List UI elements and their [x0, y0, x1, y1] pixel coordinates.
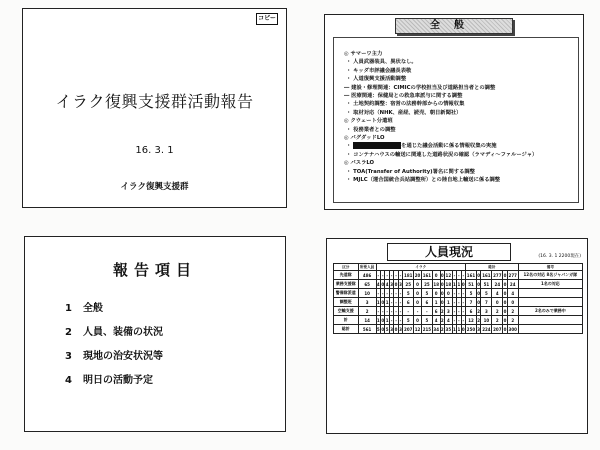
table-cell: - [381, 290, 384, 296]
table-cell: 224 [482, 326, 491, 332]
list-item: ・ コンテナハウスの輸送に関連した道路状況の確認（ラマディ～ファルージャ） [344, 151, 537, 159]
table-cell: 1 [376, 299, 380, 305]
col-header: 所要人員 [359, 264, 375, 269]
table-cell: - [395, 317, 397, 323]
table-cell: 総計 [334, 325, 359, 334]
table-cell: 2 [492, 316, 503, 325]
table-cell: 10 [481, 316, 492, 325]
table-cell: 1 [444, 298, 452, 307]
table-cell: 6 [432, 307, 440, 316]
table-cell: 0 [503, 281, 507, 287]
table-cell: - [377, 272, 380, 278]
agenda-item [65, 323, 163, 347]
table-cell: 5 [385, 326, 389, 332]
table-cell: - [458, 272, 460, 278]
table-cell: 215 [422, 326, 432, 332]
list-item: ・ 人員武器装具、異状なし。 [344, 58, 537, 66]
table-cell: - [395, 299, 397, 305]
table-cell: 1 [376, 317, 380, 323]
table-cell: - [462, 290, 465, 296]
table-cell: 181 [404, 272, 413, 278]
table-cell: 3 [399, 281, 402, 287]
table-row [334, 280, 583, 289]
table-cell: 0 [394, 281, 398, 287]
table-cell [518, 289, 582, 298]
list-item: ・ 役務業者との調整 [344, 126, 537, 134]
report-org: イラク復興支援群 [120, 182, 189, 192]
table-cell: 207 [404, 326, 413, 332]
general-list [344, 50, 537, 185]
table-cell: 7 [466, 298, 477, 307]
table-cell: 計 [334, 316, 359, 325]
list-item: ・ 人道復興支援活動調整 [344, 75, 537, 83]
table-cell: 12名の対応 8名ジャパンガ隊 [518, 271, 582, 280]
table-cell: 3 [390, 281, 394, 287]
item-number: 3 [65, 351, 72, 362]
table-cell: - [395, 308, 397, 314]
section-heading: ◎ クウェート分遣班 [344, 117, 537, 125]
list-item: ・ MJLC（運合国統合兵站調整所）との陸自地上輸送に係る調整 [344, 176, 537, 184]
item-label: 現地の治安状況等 [83, 351, 163, 362]
table-cell: - [453, 290, 456, 296]
table-cell: 10 [358, 289, 376, 298]
table-cell: - [453, 317, 456, 323]
table-cell: 6 [466, 307, 477, 316]
table-cell: 0 [503, 272, 507, 278]
slide-title [22, 8, 287, 208]
table-cell: 0 [503, 290, 507, 296]
table-cell: - [386, 290, 389, 296]
agenda-item [65, 299, 163, 323]
table-cell [518, 298, 582, 307]
copy-stamp-icon: コピー [256, 13, 278, 25]
table-cell: - [390, 272, 393, 278]
table-cell: 0 [461, 326, 465, 332]
section-heading: ◎ サマーワ主力 [344, 50, 537, 58]
table-cell: 業務支援隊 [334, 280, 359, 289]
table-cell: 5 [466, 289, 477, 298]
table-cell: 2 [507, 316, 518, 325]
table-cell: 0 [381, 299, 385, 305]
table-cell: - [458, 299, 460, 305]
table-cell: 207 [493, 326, 502, 332]
col-header: イラク [376, 264, 465, 271]
table-cell: - [414, 307, 422, 316]
table-cell: 34 [433, 326, 439, 332]
table-cell: 2 [492, 307, 503, 316]
table-cell: 0 [414, 280, 422, 289]
list-item: ・ TOA(Transfer of Authority)署名に関する調整 [344, 168, 537, 176]
slide-header: 全般 [395, 18, 513, 34]
section-heading: ◎ バグダッドLO [344, 134, 537, 142]
table-cell: 4 [444, 316, 452, 325]
table-cell: 0 [503, 299, 507, 305]
table-cell: - [403, 307, 414, 316]
table-cell: 1 [457, 326, 461, 332]
table-cell: - [458, 290, 460, 296]
table-cell: 0 [507, 298, 518, 307]
table-row [334, 289, 583, 298]
table-cell: 0 [440, 281, 444, 287]
table-cell: 0 [414, 289, 422, 298]
table-cell: 5 [403, 289, 414, 298]
table-cell: 1名の対応 [518, 280, 582, 289]
table-cell: 0 [503, 317, 507, 323]
table-cell: 4 [492, 289, 503, 298]
table-cell: 1 [385, 317, 389, 323]
slide-agenda [24, 236, 286, 432]
table-cell: - [462, 272, 465, 278]
item-label: 明日の活動予定 [83, 375, 153, 386]
col-header: 総計 [466, 264, 519, 271]
table-cell: 0 [381, 326, 385, 332]
table-cell: 0 [414, 316, 422, 325]
table-cell: 24 [492, 280, 503, 289]
agenda-item [65, 347, 163, 371]
table-cell: 12 [466, 316, 477, 325]
list-item: ― 建設・修理関連：CIMICの学校担当及び道路担当者との調整 [344, 84, 537, 92]
table-cell: - [453, 299, 456, 305]
list-item: ― 医療関連：保健局との救急車派与に関する調整 [344, 92, 537, 100]
table-cell: 6 [403, 298, 414, 307]
personnel-table [333, 263, 583, 334]
table-cell: - [421, 307, 432, 316]
personnel-date: (16. 3. 1 2200現在) [538, 254, 581, 259]
table-cell: 18 [445, 281, 452, 287]
table-cell: 0 [432, 289, 440, 298]
table-cell: 0 [461, 281, 465, 287]
table-cell: 12 [445, 272, 452, 278]
table-row [334, 298, 583, 307]
list-item: ・ 取材対応（NHK、産経、読売、朝日新聞社） [344, 109, 537, 117]
table-cell: 2 [477, 317, 481, 323]
item-number: 2 [65, 327, 72, 338]
table-cell: - [462, 299, 465, 305]
table-cell: 7 [481, 298, 492, 307]
table-cell: 14 [358, 316, 376, 325]
table-cell: - [399, 317, 402, 323]
report-date: 16. 3. 1 [135, 145, 174, 156]
table-cell: 4 [385, 281, 389, 287]
item-label: 人員、装備の状況 [83, 327, 163, 338]
table-cell: - [462, 317, 465, 323]
table-cell: 2 [440, 308, 444, 314]
table-cell: 250 [466, 326, 476, 332]
table-cell: 0 [492, 298, 503, 307]
table-cell: - [386, 308, 389, 314]
table-cell: 20 [414, 272, 421, 278]
table-cell: - [390, 290, 393, 296]
table-cell: - [377, 308, 380, 314]
table-cell: 3 [481, 307, 492, 316]
table-cell: - [395, 290, 397, 296]
table-cell: 24 [507, 280, 518, 289]
table-cell: - [395, 272, 397, 278]
table-cell: 1 [385, 299, 389, 305]
item-number: 4 [65, 375, 72, 386]
table-cell: 0 [477, 272, 481, 278]
table-cell: 警備隊派遣 [334, 289, 359, 298]
table-cell: 0 [440, 290, 444, 296]
report-title: イラク復興支援群活動報告 [55, 92, 254, 111]
table-cell: 0 [381, 281, 385, 287]
table-cell: 2 [358, 307, 376, 316]
table-cell: - [399, 290, 402, 296]
table-cell: 25 [403, 280, 414, 289]
table-row [334, 316, 583, 325]
table-cell: - [458, 308, 460, 314]
table-cell: 0 [440, 299, 444, 305]
table-cell: 0 [432, 271, 440, 280]
table-cell: 6 [421, 298, 432, 307]
table-cell: - [453, 308, 456, 314]
agenda-title: 報告項目 [112, 261, 197, 279]
table-cell: 5 [421, 289, 432, 298]
table-cell: 0 [394, 326, 398, 332]
table-cell: - [399, 299, 402, 305]
table-cell: 3 [358, 298, 376, 307]
table-cell: - [390, 308, 393, 314]
table-cell: 0 [381, 317, 385, 323]
table-cell: 18 [433, 281, 439, 287]
table-row [334, 271, 583, 280]
table-cell: 35 [445, 326, 452, 332]
table-cell: 161 [482, 272, 491, 278]
table-cell: - [377, 290, 380, 296]
table-cell: 0 [477, 281, 481, 287]
table-cell: - [386, 272, 389, 278]
table-cell: 5 [421, 316, 432, 325]
table-cell: 0 [503, 326, 507, 332]
list-item [344, 142, 537, 150]
table-cell: 0 [440, 272, 444, 278]
table-cell: 5 [403, 316, 414, 325]
col-header: 区分 [334, 264, 359, 271]
table-cell: 277 [508, 272, 517, 278]
table-cell: 25 [421, 280, 432, 289]
table-cell: - [462, 308, 465, 314]
table-cell: 0 [503, 308, 507, 314]
table-cell: 2 [477, 308, 481, 314]
table-cell: 0 [444, 289, 452, 298]
table-cell: 65 [358, 280, 376, 289]
table-cell: 1 [457, 281, 461, 287]
table-cell: 1 [453, 326, 456, 332]
table-cell: 先遣隊 [334, 271, 359, 280]
table-cell: 277 [493, 272, 502, 278]
table-cell: - [381, 308, 384, 314]
table-cell: 561 [358, 325, 376, 334]
table-cell: 4 [376, 281, 380, 287]
agenda-list [65, 299, 163, 395]
table-cell: 3 [477, 326, 481, 332]
table-cell: - [399, 308, 402, 314]
item-number: 1 [65, 303, 72, 314]
table-row [334, 307, 583, 316]
item-label: 全般 [83, 303, 103, 314]
slide-general [324, 14, 584, 210]
slide-personnel [326, 238, 588, 434]
table-cell: 調整班 [334, 298, 359, 307]
col-header: 備考 [518, 264, 582, 271]
table-cell: - [381, 272, 384, 278]
list-item: ・ キッダ市評議会議長表敬 [344, 67, 537, 75]
table-cell: 300 [508, 326, 517, 332]
table-cell: 0 [477, 290, 481, 296]
table-cell: - [458, 317, 460, 323]
redaction-block [353, 142, 401, 149]
list-item: ・ 土地契約調整：宿営の法務幹部からの情報収集 [344, 100, 537, 108]
section-heading: ◎ バスラLO [344, 159, 537, 167]
table-cell: 0 [414, 298, 422, 307]
table-cell: 2 [440, 326, 444, 332]
item-text: を通じた議会活動に係る情報収集の実施 [401, 143, 497, 150]
table-cell: 161 [422, 272, 432, 278]
table-cell: 3 [444, 307, 452, 316]
content-box [333, 37, 579, 203]
table-cell: - [453, 272, 456, 278]
table-cell: 1 [432, 298, 440, 307]
table-cell [518, 316, 582, 325]
table-cell: 5 [376, 326, 380, 332]
table-cell: 0 [477, 299, 481, 305]
table-cell: 12 [414, 326, 421, 332]
table-cell: 486 [358, 271, 376, 280]
table-cell: 3 [399, 326, 402, 332]
table-cell: 1 [453, 281, 456, 287]
table-cell: 51 [466, 280, 477, 289]
agenda-item [65, 371, 163, 395]
table-cell: 2名のみで業務中 [518, 307, 582, 316]
table-cell: 5 [481, 289, 492, 298]
personnel-title: 人員現況 [387, 243, 511, 261]
table-cell: - [390, 317, 393, 323]
table-cell: 2 [440, 317, 444, 323]
table-cell: - [399, 272, 402, 278]
table-cell: 2 [507, 307, 518, 316]
table-cell: 4 [507, 289, 518, 298]
table-cell: 4 [432, 316, 440, 325]
table-cell: 51 [481, 280, 492, 289]
table-cell: 空輸支援 [334, 307, 359, 316]
table-cell: 3 [390, 326, 394, 332]
table-cell: 161 [466, 272, 476, 278]
table-cell [518, 325, 582, 334]
table-cell: - [390, 299, 393, 305]
table-row [334, 325, 583, 334]
